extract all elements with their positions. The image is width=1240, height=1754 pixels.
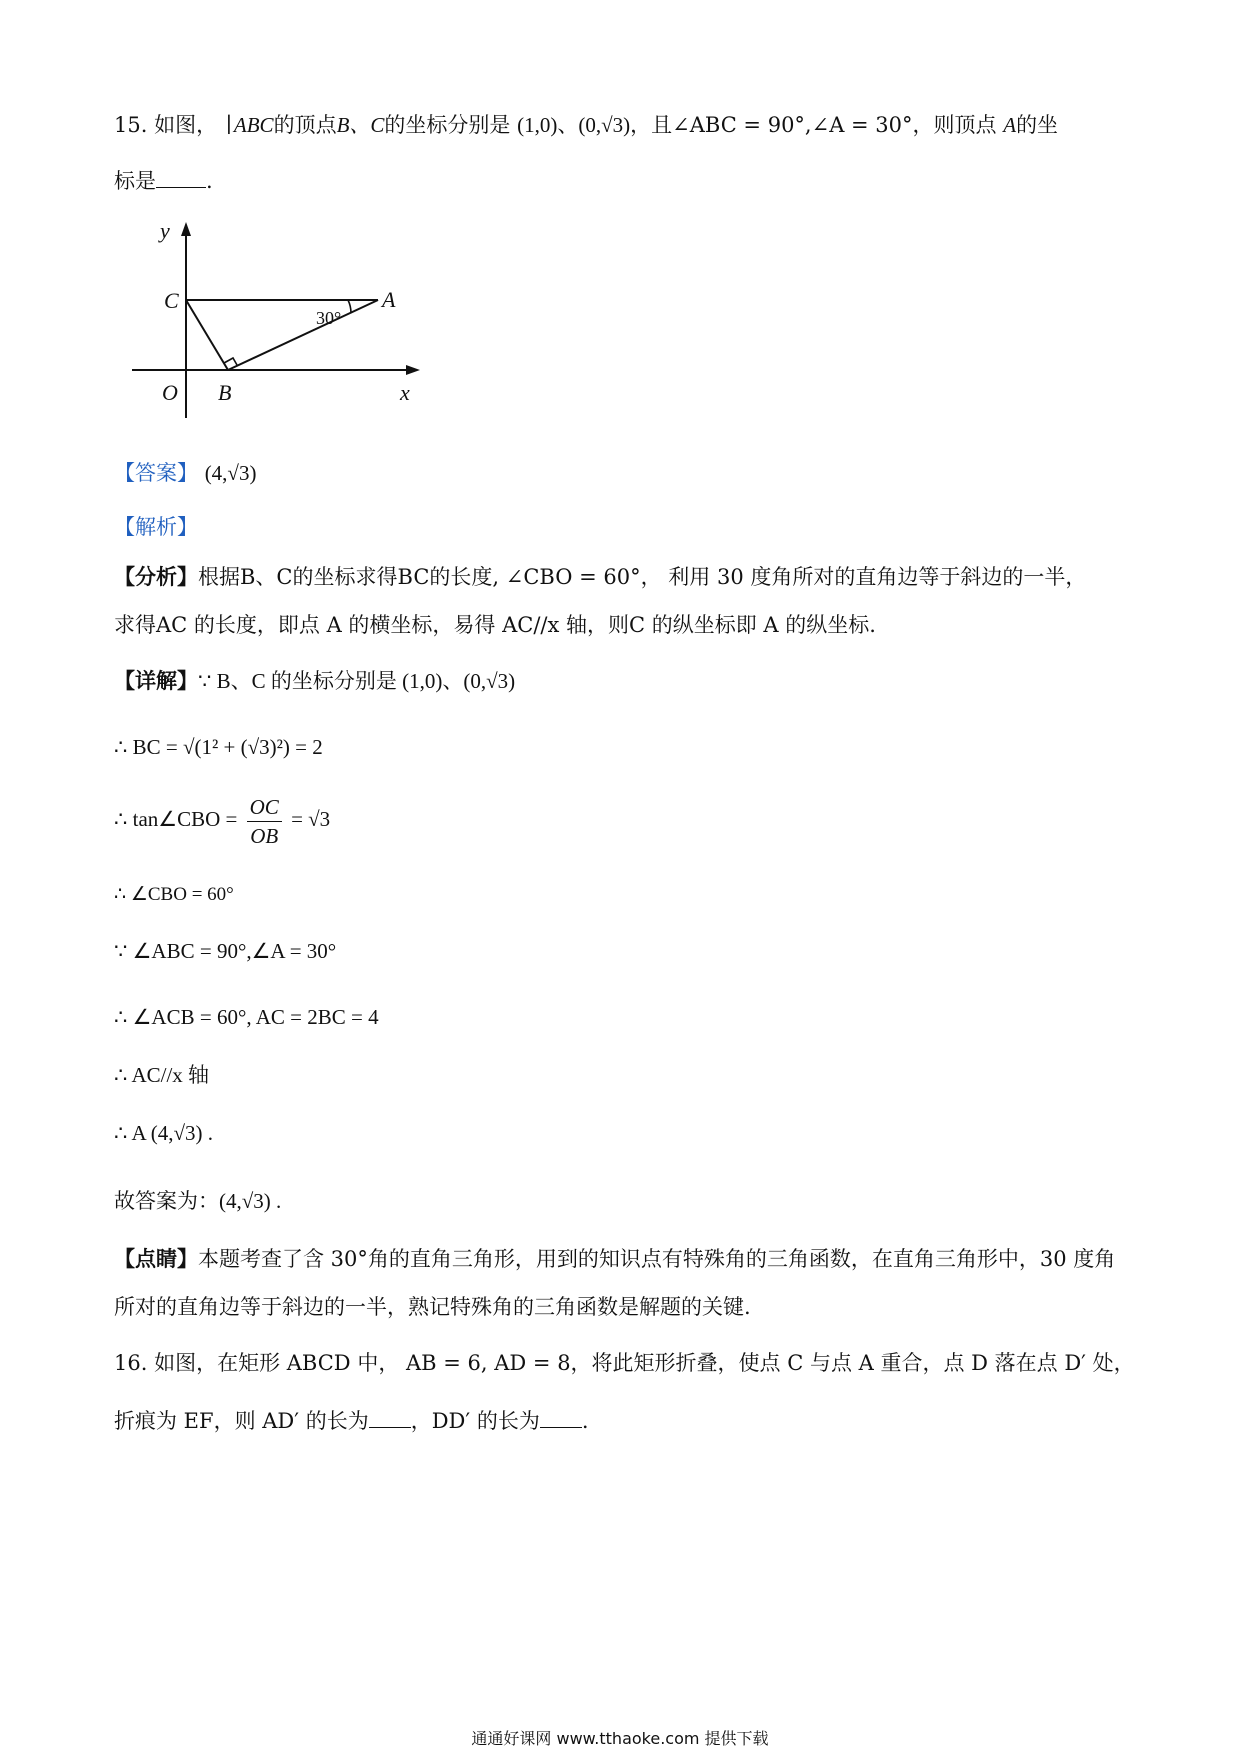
fenxi-line1: 【分析】根据B、C的坐标求得BC的长度, ∠CBO = 60°， 利用 30 度角所对的直角边等于斜边的一半， xyxy=(114,564,1087,589)
right-angle-mark xyxy=(224,358,237,365)
dianjing-line1: 【点睛】本题考查了含 30°角的直角三角形，用到的知识点有特殊角的三角函数，在直角三角形中，30 度角 xyxy=(114,1246,1116,1271)
xiangjie-intro: 【详解】∵ B、C 的坐标分别是 (1,0)、(0,√3) xyxy=(114,668,516,693)
label-o: O xyxy=(162,380,178,405)
q15-coords: (1,0)、(0,√3) xyxy=(517,113,631,137)
analysis-tag: 【解析】 xyxy=(114,515,198,539)
answer-blank xyxy=(156,167,206,188)
footer: 通通好课网 www.tthaoke.com 提供下载 xyxy=(471,1729,769,1748)
side-ba xyxy=(228,300,378,370)
step1: ∴ BC = √(1² + (√3)²) = 2 xyxy=(114,735,323,759)
q15-triangle: ABC xyxy=(233,113,274,137)
answer-tag: 【答案】 xyxy=(114,461,198,485)
answer-line xyxy=(114,458,256,488)
step6: ∴ AC//x 轴 xyxy=(114,1063,210,1087)
label-a: A xyxy=(382,287,396,312)
final-answer: 故答案为：(4,√3) . xyxy=(114,1189,282,1213)
step2: ∴ tan∠CBO = $\frac{OC}{OB}$ = √3 xyxy=(114,794,331,848)
x-arrow xyxy=(406,365,420,375)
q15-line1: 15. 如图， ∣ABC的顶点B、C的坐标分别是 (1,0)、(0,√3)，且∠ABC = 90°,∠A = 30°，则顶点 A的坐 xyxy=(114,113,1059,137)
step4: ∵ ∠ABC = 90°,∠A = 30° xyxy=(114,939,337,963)
label-x: x xyxy=(400,380,410,405)
angle-arc xyxy=(348,300,351,313)
triangle-figure xyxy=(120,220,440,430)
fraction: $\frac{OC}{OB}$ xyxy=(247,793,282,850)
answer-value: (4,√3) xyxy=(204,461,257,485)
angle-label: 30° xyxy=(316,308,342,328)
side-cb xyxy=(186,300,228,370)
step7: ∴ A (4,√3) . xyxy=(114,1121,213,1145)
q15-text: 如图， xyxy=(154,113,218,137)
dianjing-line2: 所对的直角边等于斜边的一半，熟记特殊角的三角函数是解题的关键. xyxy=(114,1295,751,1319)
step5: ∴ ∠ACB = 60°, AC = 2BC = 4 xyxy=(114,1005,379,1029)
label-c: C xyxy=(164,288,179,313)
label-b: B xyxy=(218,380,232,405)
q15-line2: 标是 . xyxy=(114,169,213,193)
q16-line1: 16. 如图，在矩形 ABCD 中， AB = 6, AD = 8，将此矩形折叠，使点 C 与点 A 重合，点 D 落在点 D′ 处， xyxy=(114,1351,1135,1375)
fenxi-line2: 求得AC 的长度，即点 A 的横坐标，易得 AC//x 轴，则C 的纵坐标即 A 的纵坐标. xyxy=(114,613,876,637)
blank-ad xyxy=(369,1407,411,1428)
q15-number: 15. xyxy=(114,113,148,137)
label-y: y xyxy=(160,220,170,243)
q16-line2: 折痕为 EF，则 AD′ 的长为 ，DD′ 的长为 . xyxy=(114,1409,589,1433)
y-arrow xyxy=(181,222,191,236)
step3: ∴ ∠CBO = 60° xyxy=(114,884,234,905)
blank-dd xyxy=(540,1407,582,1428)
